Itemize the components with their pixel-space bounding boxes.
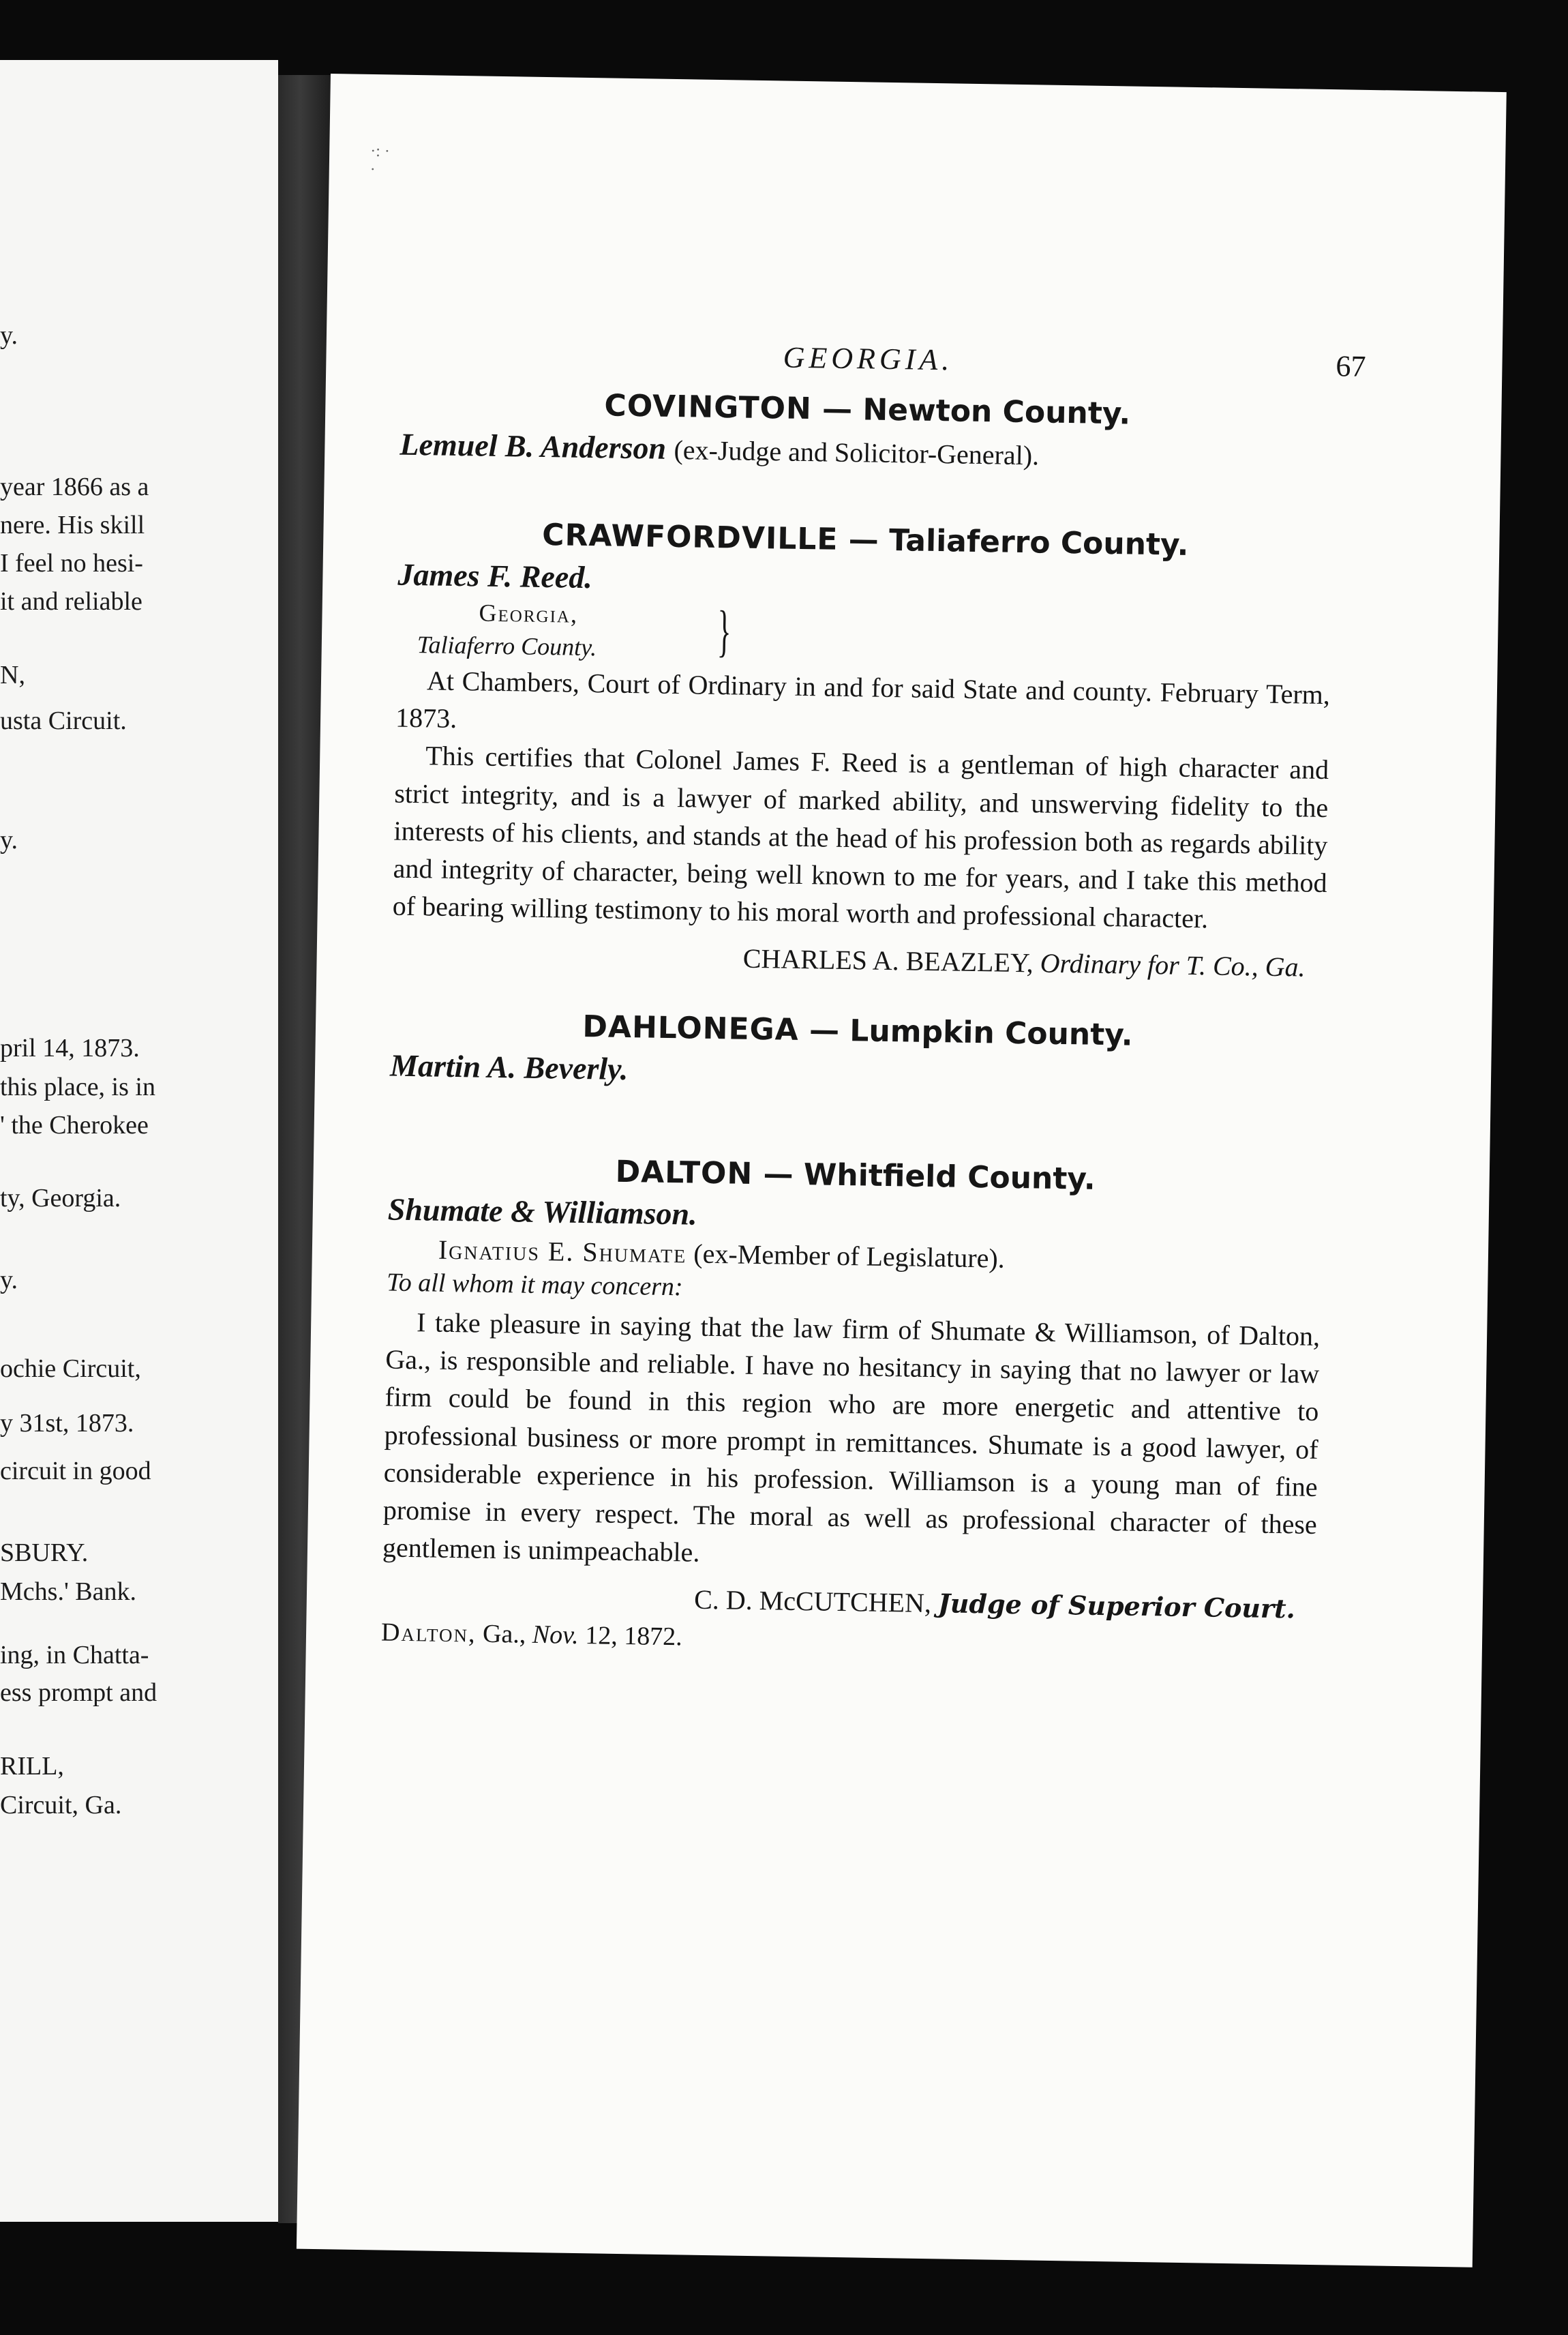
left-page-fragment: Circuit, Ga. (0, 1791, 122, 1819)
left-page-fragment: y. (0, 321, 18, 350)
dash: — (838, 522, 890, 559)
left-page-fragment: SBURY. (0, 1538, 89, 1567)
left-page-fragment: this place, is in (0, 1073, 155, 1101)
dash: — (752, 1156, 804, 1192)
left-page-fragment: circuit in good (0, 1457, 151, 1485)
date-place: Dalton, (380, 1618, 477, 1649)
county-name: Lumpkin County. (849, 1013, 1134, 1053)
page-67 (297, 74, 1507, 2267)
signer-name: C. D. McCUTCHEN, (693, 1584, 932, 1619)
member-name: Ignatius E. Shumate (438, 1234, 687, 1269)
firm-reed: James F. Reed. (397, 556, 593, 595)
left-page-fragment: ' the Cherokee (0, 1111, 149, 1140)
signature-mccutchen (382, 1579, 1296, 1625)
left-page-fragment: pril 14, 1873. (0, 1034, 140, 1062)
caption-state: Georgia, (479, 599, 579, 628)
paragraph-certification: This certifies that Colonel James F. Reed is a gentleman of high character and strict integrity, and is a lawyer of marked ability, and unswerving fidelity to the interests of his clients, and stands at the head of his profession both as regards ability and integrity of character, being well known to me for years, and I take this method of bearing willing testimony to his moral worth and professional character. (392, 740, 1329, 934)
signer-name: CHARLES A. BEAZLEY, (742, 942, 1034, 979)
county-name: Newton County. (862, 392, 1131, 432)
place-name: COVINGTON (604, 388, 813, 427)
dash: — (811, 391, 863, 428)
date-month: Nov. (532, 1620, 579, 1650)
firm-note: (ex-Judge and Solicitor-General). (674, 434, 1040, 471)
left-page-fragment: ing, in Chatta- (0, 1641, 149, 1669)
left-page-fragment: RILL, (0, 1752, 64, 1781)
dash: — (798, 1013, 850, 1049)
county-name: Taliaferro County. (888, 523, 1189, 563)
left-page-fragment: ochie Circuit, (0, 1354, 141, 1383)
left-page-fragment: ess prompt and (0, 1678, 157, 1707)
firm-shumate-williamson: Shumate & Williamson. (387, 1191, 697, 1232)
print-specks: ·: · · (370, 142, 391, 179)
caption-county: Taliaferro County. (417, 631, 597, 661)
place-name: CRAWFORDVILLE (541, 518, 839, 558)
firm-beverly: Martin A. Beverly. (389, 1047, 629, 1086)
left-page-fragment: y. (0, 826, 18, 854)
county-name: Whitfield County. (803, 1157, 1096, 1197)
place-name: DALTON (615, 1154, 753, 1191)
date-rest: 12, 1872. (584, 1621, 683, 1652)
left-page-fragment: nere. His skill (0, 511, 145, 539)
paragraph-chambers: At Chambers, Court of Ordinary in and for said State and county. February Term, 1873. (395, 665, 1331, 734)
firm-name: Lemuel B. Anderson (399, 426, 667, 466)
left-facing-page (0, 60, 278, 2222)
brace-glyph: } (717, 599, 732, 664)
left-page-fragment: I feel no hesi- (0, 549, 143, 578)
place-name: DAHLONEGA (582, 1009, 800, 1048)
page-content (380, 334, 1366, 1663)
date-state: Ga., (482, 1620, 526, 1650)
paragraph-recommendation: I take pleasure in saying that the law firm of Shumate & Williamson, of Dalton, Ga., is responsible and reliable. I have no hesitancy in saying that no lawyer or law firm could be found in this region who are more energetic and attentive to professional business or more prompt in remittances. Shumate is a good lawyer, of considerable experience in his profession. Williamson is a young man of fine promise in every respect. The moral as well as professional character of these gentlemen is unimpeachable. (382, 1307, 1321, 1568)
page-number: 67 (1336, 349, 1366, 383)
salutation: To all whom it may concern: (386, 1268, 683, 1302)
dateline (381, 1618, 1316, 1663)
signer-role: Ordinary for T. Co., Ga. (1040, 947, 1306, 983)
left-page-fragment: year 1866 as a (0, 473, 149, 501)
left-page-fragment: y 31st, 1873. (0, 1409, 134, 1438)
left-page-fragment: it and reliable (0, 587, 142, 616)
left-page-fragment: usta Circuit. (0, 707, 127, 735)
left-page-fragment: y. (0, 1266, 18, 1294)
left-page-fragment: ty, Georgia. (0, 1184, 121, 1213)
member-note: (ex-Member of Legislature). (693, 1238, 1006, 1274)
signer-role: Judge of Superior Court. (937, 1588, 1296, 1624)
left-page-fragment: N, (0, 661, 25, 689)
left-page-fragment: Mchs.' Bank. (0, 1577, 137, 1606)
running-title: GEORGIA. (783, 340, 954, 377)
